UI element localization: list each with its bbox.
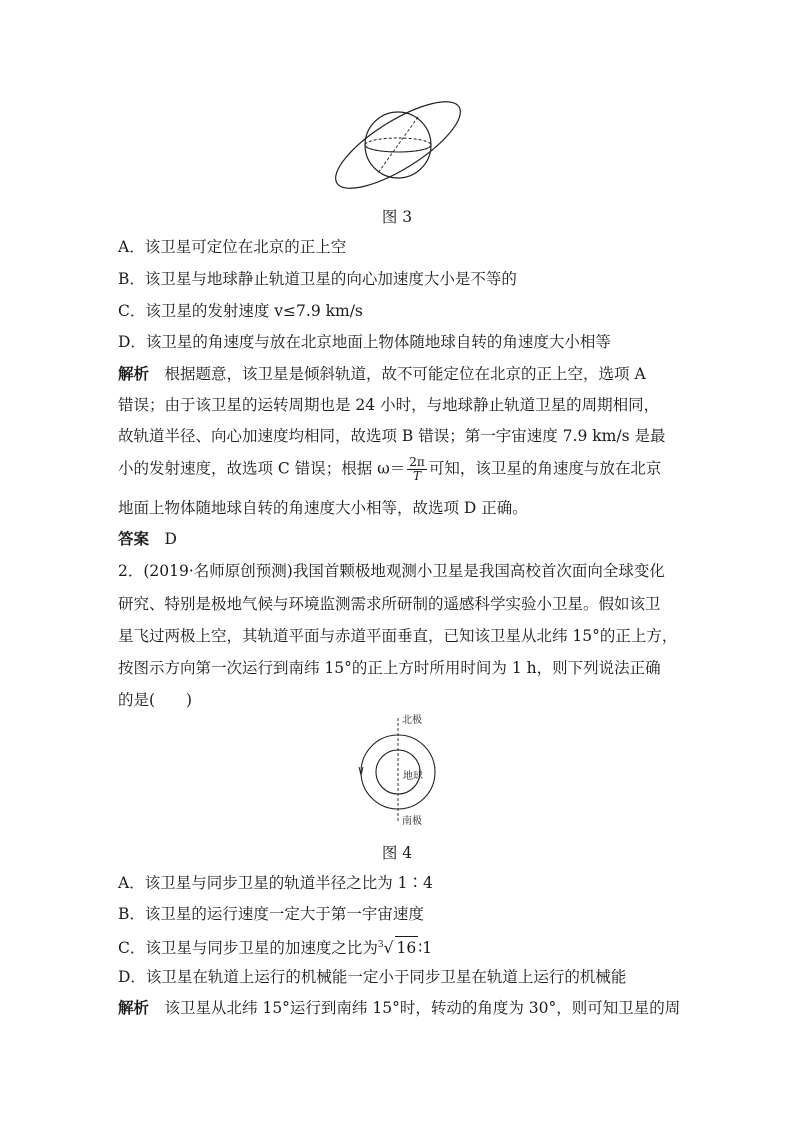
q2-stem-line-4: 按图示方向第一次运行到南纬 15°的正上方时所用时间为 1 h，则下列说法正确 bbox=[118, 659, 661, 677]
south-pole-label: 南极 bbox=[402, 816, 422, 827]
earth-label: 地球 bbox=[403, 771, 423, 782]
inclined-orbit bbox=[324, 98, 470, 198]
q2-option-c-text: C．该卫星与同步卫星的加速度之比为 bbox=[118, 939, 378, 958]
radicand: 16 bbox=[395, 936, 419, 959]
q1-analysis-line-1 bbox=[118, 363, 646, 385]
q2-stem-line-5: 的是( ) bbox=[118, 691, 193, 709]
omega-fraction bbox=[407, 456, 427, 483]
q1-answer bbox=[118, 528, 177, 550]
q2-analysis-label: 解析 bbox=[118, 998, 150, 1017]
analysis-label: 解析 bbox=[118, 364, 150, 383]
q2-stem-line-1: 2．(2019·名师原创预测)我国首颗极地观测小卫星是我国高校首次面向全球变化 bbox=[118, 562, 665, 580]
q1-analysis-line-2: 错误；由于该卫星的运转周期也是 24 小时，与地球静止轨道卫星的周期相同， bbox=[118, 396, 660, 414]
q1-option-c: C．该卫星的发射速度 v≤7.9 km/s bbox=[118, 302, 363, 320]
equator-front bbox=[365, 145, 431, 152]
north-pole-label: 北极 bbox=[402, 715, 422, 726]
q2-option-d: D．该卫星在轨道上运行的机械能一定小于同步卫星在轨道上运行的机械能 bbox=[118, 968, 627, 986]
analysis-line4-post: 可知，该卫星的角速度与放在北京 bbox=[428, 459, 662, 478]
answer-label: 答案 bbox=[118, 529, 150, 548]
analysis-line4-pre: 小的发射速度，故选项 C 错误；根据 ω＝ bbox=[118, 459, 406, 478]
answer-value: D bbox=[164, 530, 177, 548]
root-index: 3 bbox=[377, 940, 384, 950]
q1-analysis-line-3: 故轨道半径、向心加速度均相同，故选项 B 错误；第一宇宙速度 7.9 km/s 是最 bbox=[118, 427, 666, 445]
satellite-orbit-circle bbox=[361, 735, 435, 809]
analysis-text: 根据题意，该卫星是倾斜轨道，故不可能定位在北京的正上空，选项 A bbox=[164, 365, 646, 383]
fraction-denominator: T bbox=[413, 469, 422, 483]
q1-option-a: A．该卫星可定位在北京的正上空 bbox=[118, 238, 347, 256]
earth-sphere bbox=[365, 112, 431, 178]
q1-option-b: B．该卫星与地球静止轨道卫星的向心加速度大小是不等的 bbox=[118, 270, 517, 288]
q2-option-a: A．该卫星与同步卫星的轨道半径之比为 1∶4 bbox=[118, 874, 433, 892]
figure-3-orbit-diagram bbox=[320, 98, 470, 198]
q2-stem-line-2: 研究、特别是极地气候与环境监测需求所研制的遥感科学实验小卫星。假如该卫 bbox=[118, 595, 661, 613]
q2-stem-line-3: 星飞过两极上空，其轨道平面与赤道平面垂直，已知该卫星从北纬 15°的正上方， bbox=[118, 627, 678, 645]
q2-analysis-text: 该卫星从北纬 15°运行到南纬 15°时，转动的角度为 30°，则可知卫星的周 bbox=[164, 999, 681, 1017]
q2-analysis-line-1 bbox=[118, 997, 680, 1019]
figure-3-caption: 图 3 bbox=[381, 208, 413, 226]
figure-4-polar-orbit-diagram bbox=[350, 712, 450, 828]
q1-analysis-line-4 bbox=[118, 456, 661, 483]
radical-sign: √ bbox=[383, 939, 394, 958]
fraction-numerator: 2π bbox=[409, 455, 425, 469]
q2-option-b: B．该卫星的运行速度一定大于第一宇宙速度 bbox=[118, 905, 424, 923]
ratio-suffix: ∶1 bbox=[418, 939, 433, 958]
q1-option-d: D．该卫星的角速度与放在北京地面上物体随地球自转的角速度大小相等 bbox=[118, 333, 611, 351]
q2-option-c bbox=[118, 934, 432, 959]
figure-4-caption: 图 4 bbox=[381, 844, 413, 862]
q1-analysis-line-5: 地面上物体随地球自转的角速度大小相等，故选项 D 正确。 bbox=[118, 499, 528, 517]
